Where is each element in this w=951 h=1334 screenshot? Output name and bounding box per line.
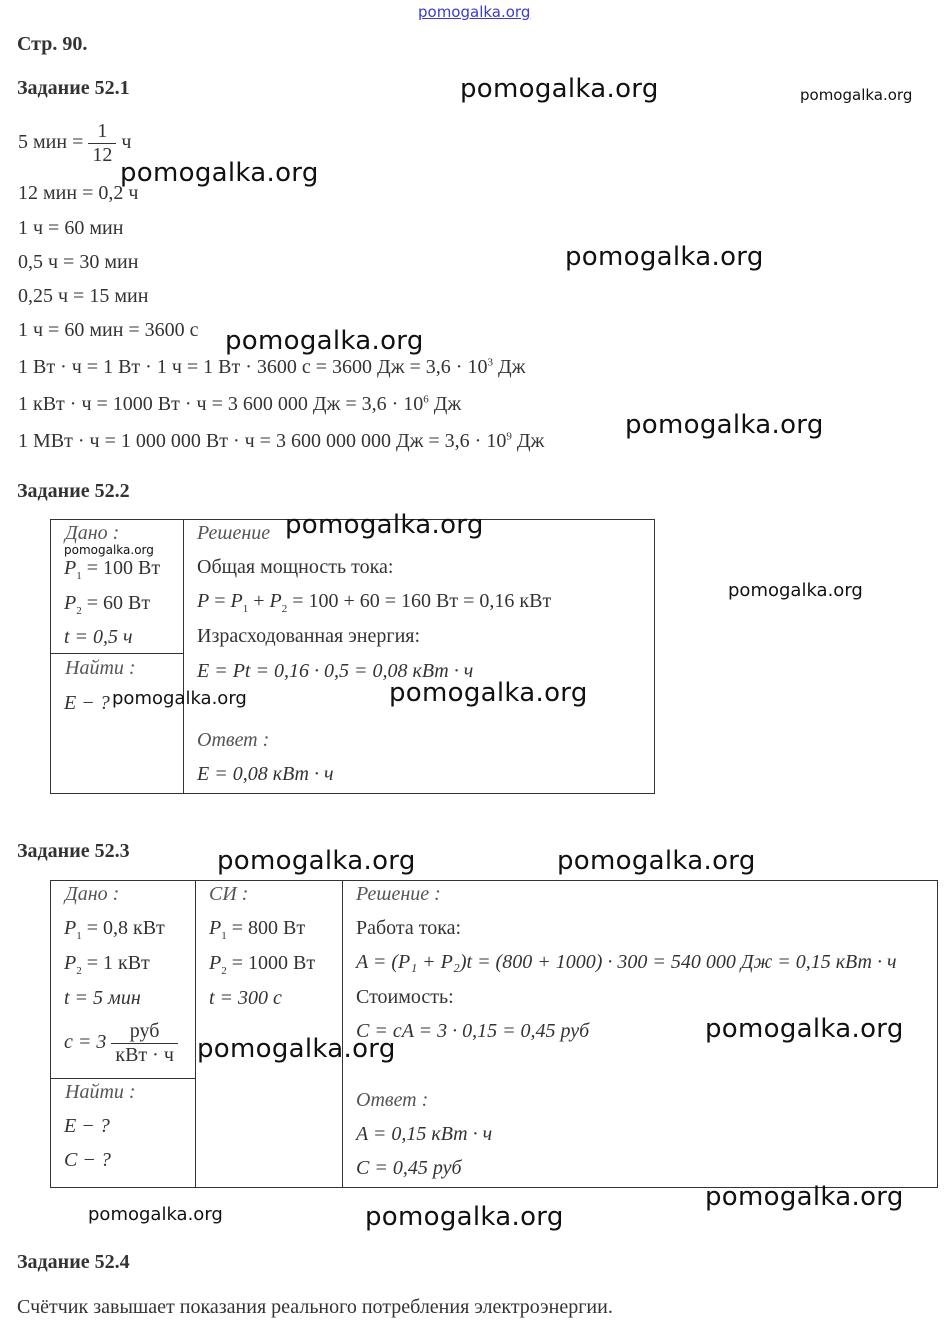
given-p1-value: = 0,8 кВт — [86, 917, 165, 939]
line-1-left: 5 мин = — [18, 131, 84, 154]
watermark: pomogalka.org — [285, 510, 484, 540]
task-52-1-line-9 — [18, 430, 544, 453]
given-label: Дано : — [65, 522, 120, 544]
line-9-exponent: 9 — [506, 430, 512, 443]
watermark: pomogalka.org — [625, 410, 824, 440]
line-7-unit: Дж — [497, 356, 526, 378]
solution-line-2: $P = P_1 + P_2 = 100 + 60 = 160$ Вт = 0,16 кВт — [197, 590, 552, 615]
watermark: pomogalka.org — [120, 158, 319, 188]
solution-line-1: Работа тока: — [356, 917, 462, 939]
watermark: pomogalka.org — [800, 86, 913, 104]
si-t: t = 300 с — [209, 987, 282, 1009]
fraction-numerator: руб — [129, 1020, 160, 1042]
line-1-unit: ч — [121, 131, 132, 154]
answer-line-2: C = 0,45 руб — [356, 1157, 462, 1179]
find-label: Найти : — [65, 657, 136, 679]
task-52-1-line-5: 0,25 ч = 15 мин — [18, 285, 149, 307]
watermark: pomogalka.org — [64, 543, 154, 557]
fraction-denominator: кВт · ч — [111, 1043, 178, 1067]
page-header: Стр. 90. — [17, 33, 88, 55]
answer-label: Ответ : — [197, 729, 270, 751]
watermark: pomogalka.org — [112, 688, 247, 709]
si-p1-value: = 800 Вт — [231, 917, 306, 939]
line-8-text: 1 кВт · ч = 1000 Вт · ч = 3 600 000 Дж = 3,6 · 10 — [18, 393, 424, 415]
si-p1: $P_1 = 800$ Вт — [209, 917, 306, 942]
watermark: pomogalka.org — [197, 1034, 396, 1064]
given-label: Дано : — [65, 883, 120, 905]
given-t: t = 0,5 ч — [64, 626, 133, 648]
si-p2: $P_2 = 1000$ Вт — [209, 952, 316, 977]
task-52-2-title: Задание 52.2 — [17, 480, 130, 502]
answer-label: Ответ : — [356, 1089, 429, 1111]
watermark: pomogalka.org — [365, 1202, 564, 1232]
solution-line-4: C = cA = 3 · 0,15 = 0,45 руб — [356, 1020, 590, 1042]
solution-line-2: A = (P₁ + P₂)t = (800 + 1000) · 300 = 540 000 Дж = 0,15 кВт · ч — [356, 951, 897, 973]
given-p2-value: = 60 Вт — [86, 592, 151, 614]
watermark: pomogalka.org — [728, 580, 863, 601]
watermark: pomogalka.org — [88, 1204, 223, 1225]
find-e: E − ? — [64, 692, 110, 714]
find-c: C − ? — [64, 1149, 111, 1171]
task-52-1-title: Задание 52.1 — [17, 77, 130, 99]
given-p1: $P_1 = 100$ Вт — [64, 557, 161, 582]
solution-label: Решение : — [356, 883, 441, 905]
watermark: pomogalka.org — [705, 1182, 904, 1212]
given-p2: $P_2 = 1$ кВт — [64, 952, 150, 977]
task-52-1-line-1 — [18, 120, 131, 167]
task-52-4-answer: Счётчик завышает показания реального потребления электроэнергии. — [17, 1296, 613, 1318]
find-label: Найти : — [65, 1081, 136, 1103]
watermark: pomogalka.org — [705, 1014, 904, 1044]
given-p1-value: = 100 Вт — [86, 557, 161, 579]
task-52-1-line-4: 0,5 ч = 30 мин — [18, 251, 139, 273]
watermark: pomogalka.org — [389, 678, 588, 708]
watermark: pomogalka.org — [557, 846, 756, 876]
given-p1: $P_1 = 0,8$ кВт — [64, 917, 165, 942]
task-52-1-line-7 — [18, 356, 525, 379]
given-p2: $P_2 = 60$ Вт — [64, 592, 151, 617]
given-p2-value: = 1 кВт — [86, 952, 150, 974]
si-label: СИ : — [209, 883, 249, 905]
task-52-1-line-6: 1 ч = 60 мин = 3600 с — [18, 319, 199, 341]
line-9-unit: Дж — [516, 430, 545, 452]
fraction-denominator: 12 — [88, 143, 116, 167]
line-9-text: 1 МВт · ч = 1 000 000 Вт · ч = 3 600 000 000 Дж = 3,6 · 10 — [18, 430, 507, 452]
task-52-1-line-8 — [18, 393, 461, 416]
table-divider — [50, 653, 184, 654]
answer-line-1: E = 0,08 кВт · ч — [197, 763, 334, 785]
solution-line-3: Стоимость: — [356, 986, 454, 1008]
solution-label: Решение — [197, 522, 271, 544]
fraction-numerator: 1 — [97, 120, 108, 142]
fraction-rub-kwh — [111, 1020, 178, 1067]
task-52-4-title: Задание 52.4 — [17, 1251, 130, 1273]
line-8-unit: Дж — [433, 393, 462, 415]
solution-line-1: Общая мощность тока: — [197, 556, 394, 578]
task-52-1-line-2: 12 мин = 0,2 ч — [18, 182, 139, 204]
solution-line-2-value: = 100 + 60 = 160 Вт = 0,16 кВт — [292, 590, 552, 612]
given-c-left: c = 3 — [64, 1031, 107, 1054]
line-7-exponent: 3 — [487, 356, 493, 369]
line-7-text: 1 Вт · ч = 1 Вт · 1 ч = 1 Вт · 3600 с = 3600 Дж = 3,6 · 10 — [18, 356, 488, 378]
given-c — [64, 1020, 178, 1067]
watermark: pomogalka.org — [217, 846, 416, 876]
top-watermark-link[interactable]: pomogalka.org — [418, 3, 531, 21]
task-52-3-title: Задание 52.3 — [17, 840, 130, 862]
answer-line-1: A = 0,15 кВт · ч — [356, 1123, 493, 1145]
task-52-1-line-3: 1 ч = 60 мин — [18, 217, 124, 239]
table-divider — [195, 880, 196, 1187]
watermark: pomogalka.org — [565, 242, 764, 272]
si-p2-value: = 1000 Вт — [231, 952, 316, 974]
solution-line-3: Израсходованная энергия: — [197, 625, 421, 647]
solution-line-4: E = Pt = 0,16 · 0,5 = 0,08 кВт · ч — [197, 660, 474, 682]
table-divider — [50, 1078, 196, 1079]
given-t: t = 5 мин — [64, 987, 141, 1009]
watermark: pomogalka.org — [225, 326, 424, 356]
line-8-exponent: 6 — [423, 393, 429, 406]
watermark: pomogalka.org — [460, 74, 659, 104]
fraction-1-12 — [88, 120, 116, 167]
table-divider — [183, 519, 184, 793]
find-e: E − ? — [64, 1115, 110, 1137]
